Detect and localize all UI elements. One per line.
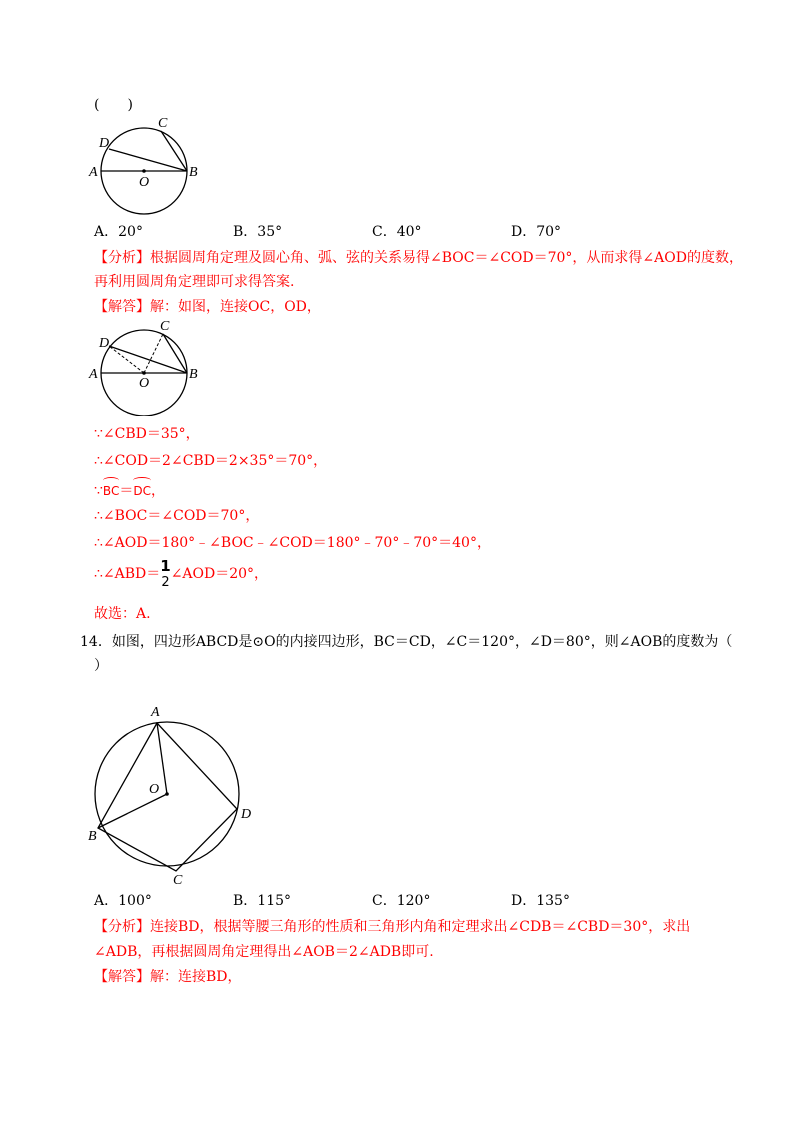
analysis-tag: 【分析】 [94, 919, 150, 935]
q13-option-a: A．20° [94, 224, 143, 240]
arc-bc: BC [103, 480, 119, 500]
label-b: B [189, 367, 198, 382]
q14-option-a: A．100° [94, 893, 152, 909]
answer-tag: 【解答】 [94, 969, 150, 985]
q13-analysis-line1: 【分析】根据圆周角定理及圆心角、弧、弦的关系易得∠BOC＝∠COD＝70°，从而求得∠AOD的度数， [94, 250, 743, 266]
q14-analysis-line1: 【分析】连接BD，根据等腰三角形的性质和三角形内角和定理求出∠CDB＝∠CBD＝30°，求出 [94, 919, 691, 935]
q13-answer-intro: 【解答】解：如图，连接OC，OD， [94, 299, 321, 315]
label-a: A [89, 367, 98, 382]
fraction-one-half: 1 2 [160, 557, 171, 590]
q13-step5: ∴∠AOD＝180°﹣∠BOC﹣∠COD＝180°﹣70°﹣70°＝40°， [94, 535, 491, 551]
quadrilateral-abcd [98, 723, 237, 871]
center-point [165, 792, 169, 796]
label-o: O [149, 782, 160, 797]
label-a: A [89, 165, 98, 180]
center-point [142, 371, 146, 375]
q13-figure-2 [85, 316, 210, 416]
q13-step1: ∵∠CBD＝35°， [94, 426, 200, 442]
q13-option-b: B．35° [233, 224, 283, 240]
q14-stem-line2: ） [94, 658, 108, 674]
answer-tag: 【解答】 [94, 299, 150, 315]
dashed-od [109, 346, 144, 373]
q14-answer-intro: 【解答】解：连接BD， [94, 969, 242, 985]
label-o: O [139, 376, 150, 391]
q13-figure-1 [85, 113, 210, 218]
q13-paren: ( ) [94, 97, 133, 113]
q13-analysis-line2: 再利用圆周角定理即可求得答案. [94, 274, 295, 290]
q14-option-b: B．115° [233, 893, 292, 909]
label-c: C [160, 319, 170, 334]
chord-db [109, 346, 187, 373]
q14-option-d: D．135° [511, 893, 570, 909]
q13-step4: ∴∠BOC＝∠COD＝70°， [94, 508, 260, 524]
radius-ob [98, 794, 167, 828]
q14-analysis-line2: ∠ADB，再根据圆周角定理得出∠AOB＝2∠ADB即可. [94, 944, 434, 960]
label-d: D [99, 336, 110, 351]
arc-dc: DC [133, 480, 151, 500]
q14-figure [85, 700, 260, 885]
label-o: O [139, 175, 150, 190]
q13-conclusion: 故选：A. [94, 606, 151, 622]
analysis-tag: 【分析】 [94, 250, 150, 266]
q13-option-c: C．40° [372, 224, 422, 240]
q14-option-c: C．120° [372, 893, 431, 909]
q14-stem-line1: 14．如图，四边形ABCD是⊙O的内接四边形，BC＝CD，∠C＝120°，∠D＝80°，则∠AOB的度数为（ [80, 634, 733, 650]
q13-step3: ∵BC＝DC， [94, 480, 165, 500]
chord-cb [163, 334, 187, 373]
label-c: C [173, 873, 183, 885]
label-d: D [241, 807, 252, 822]
label-a: A [151, 705, 160, 720]
q13-step2: ∴∠COD＝2∠CBD＝2×35°＝70°， [94, 453, 328, 469]
label-c: C [158, 116, 168, 131]
q13-option-d: D．70° [511, 224, 562, 240]
dashed-oc [144, 334, 163, 373]
label-b: B [189, 165, 198, 180]
label-d: D [99, 136, 110, 151]
label-b: B [88, 829, 97, 844]
q13-step6: ∴∠ABD＝ 1 2 ∠AOD＝20°， [94, 557, 269, 590]
center-point [142, 169, 146, 173]
